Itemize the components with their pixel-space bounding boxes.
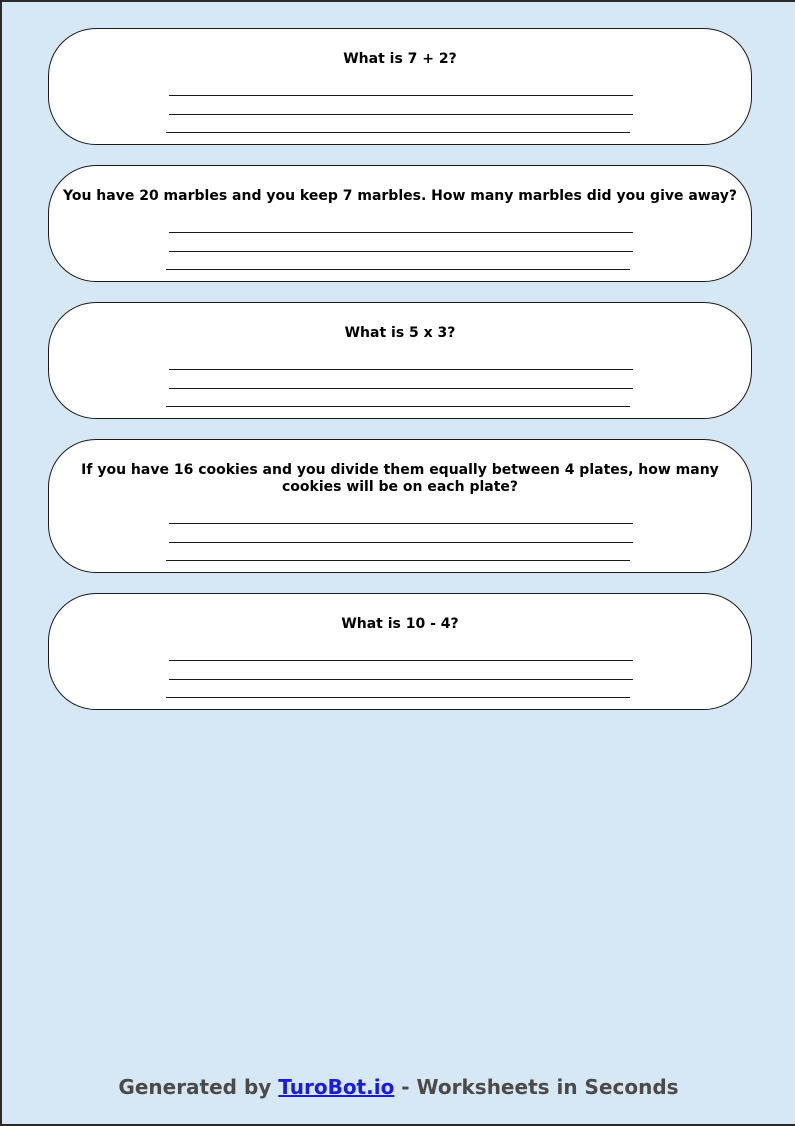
answer-line [169, 232, 633, 233]
question-card-3 [48, 302, 752, 419]
question-text: You have 20 marbles and you keep 7 marbles. How many marbles did you give away? [62, 188, 738, 204]
answer-line [169, 388, 633, 389]
question-card-1 [48, 28, 752, 145]
answer-line [166, 406, 630, 407]
question-card-2 [48, 165, 752, 282]
answer-line [169, 523, 633, 524]
answer-line [169, 542, 633, 543]
question-text: What is 10 - 4? [341, 616, 459, 632]
answer-line [166, 697, 630, 698]
answer-line [169, 114, 633, 115]
question-card-4 [48, 439, 752, 573]
answer-line [166, 132, 630, 133]
answer-line [166, 560, 630, 561]
question-text: What is 5 x 3? [344, 325, 456, 341]
turobot-link[interactable]: TuroBot.io [278, 1075, 395, 1099]
question-text: If you have 16 cookies and you divide them equally between 4 plates, how many cookies will be on each plate? [81, 462, 719, 495]
answer-line [169, 660, 633, 661]
question-card-5 [48, 593, 752, 710]
answer-line [166, 269, 630, 270]
footer-suffix: - Worksheets in Seconds [394, 1075, 679, 1099]
answer-line [169, 679, 633, 680]
question-text: What is 7 + 2? [343, 51, 457, 67]
answer-line [169, 369, 633, 370]
answer-line [169, 95, 633, 96]
footer [2, 1075, 795, 1099]
footer-prefix: Generated by [118, 1075, 279, 1099]
answer-line [169, 251, 633, 252]
